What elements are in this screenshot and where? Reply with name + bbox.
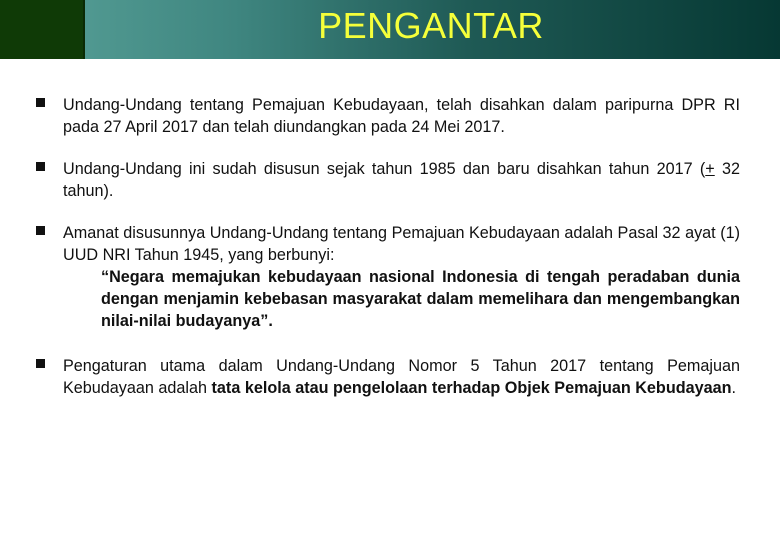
- bold-text-segment: tata kelola atau pengelolaan terhadap Objek Pemajuan Kebudayaan: [211, 379, 732, 397]
- list-item: [36, 94, 740, 138]
- text-segment: Pengaturan utama dalam Undang-Undang Nomor 5 Tahun 2017 tentang Pemajuan Kebudayaan adalah: [63, 357, 740, 397]
- list-item: [36, 158, 740, 202]
- plus-minus-underlined: +: [705, 160, 715, 178]
- list-item: [36, 355, 740, 399]
- list-item-text: [63, 355, 740, 399]
- text-segment: .: [731, 379, 736, 397]
- bullet-list: [36, 94, 740, 419]
- square-bullet-icon: [36, 226, 45, 235]
- list-item-text: Amanat disusunnya Undang-Undang tentang Pemajuan Kebudayaan adalah Pasal 32 ayat (1) UUD NRI Tahun 1945, yang berbunyi:: [63, 224, 740, 264]
- text-segment: Undang-Undang ini sudah disusun sejak tahun 1985 dan baru disahkan tahun 2017 (: [63, 160, 706, 178]
- list-item-text: Undang-Undang tentang Pemajuan Kebudayaan, telah disahkan dalam paripurna DPR RI pada 27 April 2017 dan telah diundangkan pada 24 Mei 2017.: [63, 96, 740, 136]
- square-bullet-icon: [36, 98, 45, 107]
- square-bullet-icon: [36, 359, 45, 368]
- constitution-quote: “Negara memajukan kebudayaan nasional Indonesia di tengah peradaban dunia dengan menjamin kebebasan masyarakat dalam memelihara dan mengembangkan nilai-nilai budayanya”.: [101, 268, 740, 330]
- text-segment: 32 tahun).: [63, 160, 740, 200]
- square-bullet-icon: [36, 162, 45, 171]
- list-item: [36, 222, 740, 332]
- page-title: PENGANTAR: [318, 5, 544, 46]
- list-item-text: [63, 158, 740, 202]
